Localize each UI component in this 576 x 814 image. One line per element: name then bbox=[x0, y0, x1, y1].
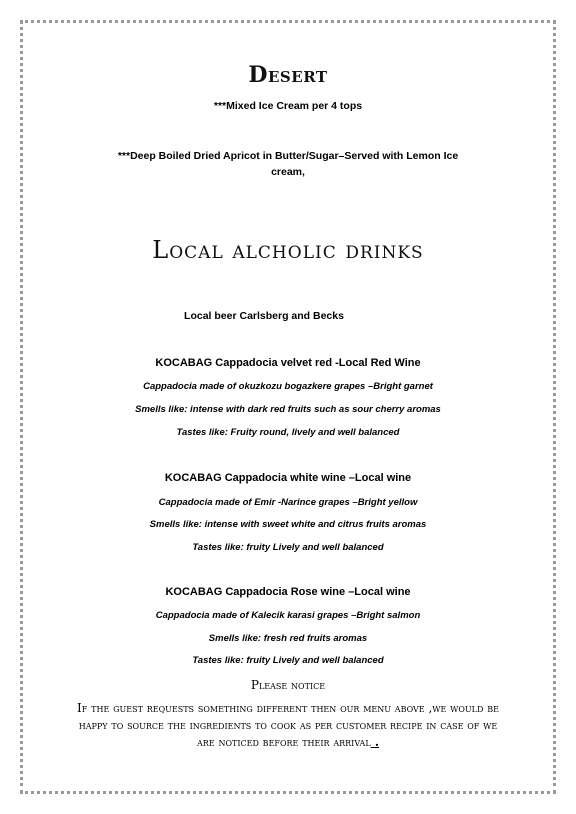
wine-red-made: Cappadocia made of okuzkozu bogazkere grapes –Bright garnet bbox=[143, 381, 433, 392]
wine-rose-title: KOCABAG Cappadocia Rose wine –Local wine bbox=[165, 586, 411, 598]
wine-white-made: Cappadocia made of Emir -Narince grapes –Bright yellow bbox=[158, 497, 418, 508]
dessert-item-apricot: ***Deep Boiled Dried Apricot in Butter/Sugar–Served with Lemon Ice bbox=[117, 150, 459, 162]
wine-white-tastes: Tastes like: fruity Lively and well balanced bbox=[192, 542, 384, 553]
local-beer-line: Local beer Carlsberg and Becks bbox=[184, 310, 344, 322]
notice-body: If the guest requests something different then our menu above ,we would be happy to source the ingredients to cook as per customer recipe in case of we are noticed before their arrival bbox=[77, 701, 499, 749]
wine-rose-made: Cappadocia made of Kalecik karasi grapes –Bright salmon bbox=[155, 610, 421, 621]
wine-red-tastes: Tastes like: Fruity round, lively and well balanced bbox=[176, 427, 400, 438]
wine-red-title: KOCABAG Cappadocia velvet red -Local Red Wine bbox=[155, 357, 421, 369]
wine-white-smells: Smells like: intense with sweet white and citrus fruits aromas bbox=[149, 519, 427, 530]
dessert-item-ice-cream: ***Mixed Ice Cream per 4 tops bbox=[213, 100, 363, 112]
notice-paragraph bbox=[76, 700, 500, 751]
wine-rose-smells: Smells like: fresh red fruits aromas bbox=[208, 633, 368, 644]
notice-heading: Please notice bbox=[250, 678, 326, 692]
wine-rose-tastes: Tastes like: fruity Lively and well balanced bbox=[192, 655, 384, 666]
wine-red-smells: Smells like: intense with dark red fruits such as sour cherry aromas bbox=[135, 404, 441, 415]
notice-end-mark: . bbox=[370, 735, 380, 749]
dessert-item-apricot-cont: cream, bbox=[271, 166, 305, 178]
wine-white-title: KOCABAG Cappadocia white wine –Local wine bbox=[164, 472, 412, 484]
dessert-heading: Desert bbox=[248, 62, 328, 88]
drinks-heading: Local alcholic drinks bbox=[152, 236, 424, 264]
